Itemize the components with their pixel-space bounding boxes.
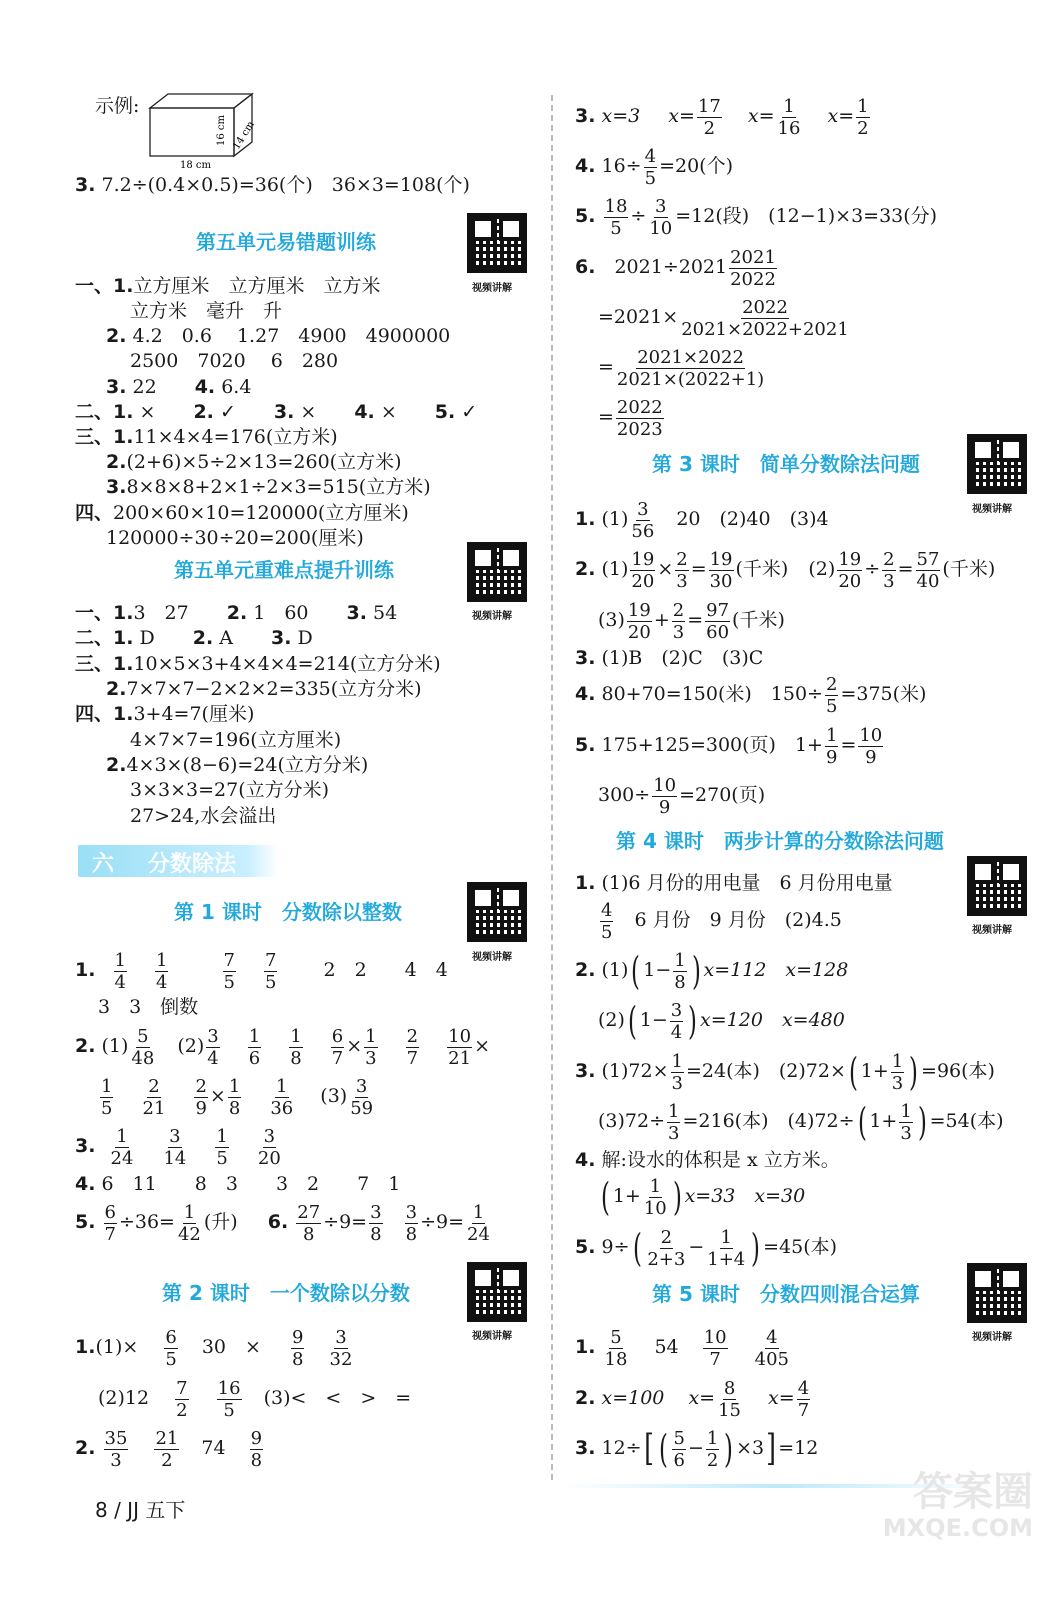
cuboid-height-label: 16 cm <box>216 115 227 146</box>
l5-q3: 3. 12÷[ ( $\frac{5}{6}$ − $\frac{1}{2}$ ) ×3] =12 <box>575 1427 819 1471</box>
l4-q2: 2. (1)( 1− $\frac{1}{8}$ ) x=112 x=128 <box>575 949 849 993</box>
s2-line1: 一、1.3 27 2. 1 60 3. 54 <box>75 602 398 624</box>
lesson1-q2: 2. (1) $\frac{5}{48}$ (2) $\frac{3}{4}$ $\frac{1}{6}$ $\frac{1}{8}$ $\frac{6}{7}$ × $\frac{1}{3}$ $\frac{2}{7}$ $\frac{10}{21}$ × <box>75 1025 490 1069</box>
qr-caption: 视频讲解 <box>972 925 1012 936</box>
qr-caption: 视频讲解 <box>972 504 1012 515</box>
qr-code[interactable] <box>467 1262 527 1322</box>
l3-q1: 1. (1) $\frac{3}{56}$ 20 (2)40 (3)4 <box>575 498 829 542</box>
lesson2-q2: 2. $\frac{35}{3}$ $\frac{21}{2}$ 74 $\frac{9}{8}$ <box>75 1427 263 1471</box>
s1-line11: 120000÷30÷20=200(厘米) <box>106 527 364 549</box>
s2-line4: 2.7×7×7−2×2×2=335(立方分米) <box>106 678 422 700</box>
qr-caption: 视频讲解 <box>472 283 512 294</box>
l5-q1: 1. $\frac{5}{18}$ 54 $\frac{10}{7}$ $\frac{4}{405}$ <box>575 1326 789 1370</box>
s2-line5: 四、1.3+4=7(厘米) <box>75 703 255 725</box>
s2-line8: 3×3×3=27(立方分米) <box>130 779 330 801</box>
r-answer-4: 4. 16÷ $\frac{4}{5}$ =20(个) <box>575 145 733 189</box>
l4-q4: 4. 解:设水的体积是 x 立方米。 <box>575 1149 840 1171</box>
s1-line1: 一、1.立方厘米 立方厘米 立方米 <box>75 275 381 297</box>
r-answer-6-step2: =2021× $\frac{2022}{2021\times 2022+2021}$ <box>598 296 849 340</box>
lesson1-q5-q6: 5. $\frac{6}{7}$ ÷36= $\frac{1}{42}$ (升) 6. $\frac{27}{8}$ ÷9= $\frac{3}{8}$ $\frac{3}{8}$ ÷9= $\frac{1}{24}$ <box>75 1201 490 1245</box>
s1-line4: 2500 7020 6 280 <box>130 350 339 372</box>
qr-code[interactable] <box>967 434 1027 494</box>
l3-q5: 5. 175+125=300(页) 1+ $\frac{1}{9}$ = $\frac{10}{9}$ <box>575 724 883 768</box>
s1-line6: 二、1. × 2. ✓ 3. × 4. × 5. ✓ <box>75 401 478 423</box>
l4-q2-row2: (2)( 1− $\frac{3}{4}$ ) x=120 x=480 <box>598 999 845 1043</box>
s2-line6: 4×7×7=196(立方厘米) <box>130 729 342 751</box>
qr-caption: 视频讲解 <box>472 1331 512 1342</box>
lesson2-q1: 1.(1)× $\frac{6}{5}$ 30 × $\frac{9}{8}$ $\frac{3}{32}$ <box>75 1326 353 1370</box>
qr-caption: 视频讲解 <box>472 952 512 963</box>
qr-code[interactable] <box>967 1263 1027 1323</box>
l3-q2: 2. (1) $\frac{19}{20}$ × $\frac{2}{3}$ = $\frac{19}{30}$ (千米) (2) $\frac{19}{20}$ ÷ $\frac{2}{3}$ = $\frac{57}{40}$ (千米) <box>575 548 996 592</box>
s2-line2: 二、1. D 2. A 3. D <box>75 627 313 649</box>
l3-q5-row2: 300÷ $\frac{10}{9}$ =270(页) <box>598 774 766 818</box>
s1-line10: 四、200×60×10=120000(立方厘米) <box>75 502 409 524</box>
s1-line7: 三、1.11×4×4=176(立方米) <box>75 426 338 448</box>
chapter-title: 分数除法 <box>148 852 237 877</box>
page-footer: 8 / JJ 五下 <box>95 1498 186 1522</box>
l4-q5: 5. 9÷( $\frac{2}{2+3}$ − $\frac{1}{1+4}$ ) =45(本) <box>575 1226 838 1270</box>
example-label: 示例: <box>95 95 140 117</box>
lesson2-title: 第 2 课时 一个数除以分数 <box>162 1281 410 1305</box>
lesson1-q2-row2: $\frac{1}{5}$ $\frac{2}{21}$ $\frac{2}{9}$ × $\frac{1}{8}$ $\frac{1}{36}$ (3) $\frac{3}{59}$ <box>101 1075 374 1119</box>
lesson1-q4: 4. 6 11 8 3 3 2 7 1 <box>75 1173 401 1195</box>
watermark: 答案圈 MXQE.COM <box>882 1469 1033 1542</box>
lesson3-title: 第 3 课时 简单分数除法问题 <box>652 452 920 476</box>
l3-q2-row2: (3) $\frac{19}{20}$ + $\frac{2}{3}$ = $\frac{97}{60}$ (千米) <box>598 599 785 643</box>
r-answer-5: 5. $\frac{18}{5}$ ÷ $\frac{3}{10}$ =12(段) (12−1)×3=33(分) <box>575 195 938 239</box>
qr-code[interactable] <box>467 213 527 273</box>
qr-caption: 视频讲解 <box>972 1332 1012 1343</box>
qr-code[interactable] <box>467 542 527 602</box>
lesson5-title: 第 5 课时 分数四则混合运算 <box>652 1282 920 1306</box>
s1-line2: 立方米 毫升 升 <box>130 300 283 322</box>
lesson1-q1-row2: 3 3 倒数 <box>98 996 199 1018</box>
l4-q3-row2: (3)72÷ $\frac{1}{3}$ =216(本) (4)72÷( 1+ $\frac{1}{3}$ ) =54(本) <box>598 1100 1004 1144</box>
r-answer-6: 6. 2021÷2021 $\frac{2021}{2022}$ <box>575 246 776 290</box>
lesson2-q1-row2: (2)12 $\frac{7}{2}$ $\frac{16}{5}$ (3)< < > = <box>98 1377 412 1421</box>
l4-q4-row2: ( 1+ $\frac{1}{10}$ ) x=33 x=30 <box>600 1175 806 1219</box>
lesson4-title: 第 4 课时 两步计算的分数除法问题 <box>616 829 944 853</box>
s1-line5: 3. 22 4. 6.4 <box>106 376 252 398</box>
s2-line9: 27>24,水会溢出 <box>130 805 277 827</box>
r-answer-6-step3: = $\frac{2021\times 2022}{2021\times(2022+1)}$ <box>598 346 765 390</box>
l5-q2: 2. x=100 x= $\frac{8}{15}$ x= $\frac{4}{7}$ <box>575 1377 810 1421</box>
section-title-errors: 第五单元易错题训练 <box>196 230 376 254</box>
s1-line8: 2.(2+6)×5÷2×13=260(立方米) <box>106 451 402 473</box>
lesson1-title: 第 1 课时 分数除以整数 <box>174 900 402 924</box>
qr-code[interactable] <box>967 856 1027 916</box>
cuboid-length-label: 18 cm <box>180 160 211 171</box>
chapter-banner <box>78 845 278 877</box>
s1-line3: 2. 4.2 0.6 1.27 4900 4900000 <box>106 325 451 347</box>
r-answer-6-step4: = $\frac{2022}{2023}$ <box>598 396 663 440</box>
l4-q3: 3. (1)72× $\frac{1}{3}$ =24(本) (2)72×( 1+ $\frac{1}{3}$ ) =96(本) <box>575 1050 995 1094</box>
column-divider <box>551 95 553 1480</box>
s2-line3: 三、1.10×5×3+4×4×4=214(立方分米) <box>75 653 441 675</box>
cuboid-diagram <box>142 90 267 172</box>
lesson1-q1: 1. $\frac{1}{4}$ $\frac{1}{4}$ $\frac{7}{5}$ $\frac{7}{5}$ 2 2 4 4 <box>75 949 448 993</box>
l4-q1: 1. (1)6 月份的用电量 6 月份用电量 <box>575 872 893 894</box>
r-answer-3: 3. x=3 x= $\frac{17}{2}$ x= $\frac{1}{16}$ x= $\frac{1}{2}$ <box>575 95 869 139</box>
l4-q1-row2: $\frac{4}{5}$ 6 月份 9 月份 (2)4.5 <box>601 899 842 943</box>
chapter-number: 六 <box>92 852 115 877</box>
section-title-advanced: 第五单元重难点提升训练 <box>174 558 394 582</box>
l3-q4: 4. 80+70=150(米) 150÷ $\frac{2}{5}$ =375(米) <box>575 673 927 717</box>
l3-q3: 3. (1)B (2)C (3)C <box>575 647 764 669</box>
s2-line7: 2.4×3×(8−6)=24(立方分米) <box>106 754 369 776</box>
lesson1-q3: 3. $\frac{1}{24}$ $\frac{3}{14}$ $\frac{1}{5}$ $\frac{3}{20}$ <box>75 1125 281 1169</box>
qr-caption: 视频讲解 <box>472 611 512 622</box>
qr-code[interactable] <box>467 882 527 942</box>
answer-3: 3. 7.2÷(0.4×0.5)=36(个) 36×3=108(个) <box>75 174 470 196</box>
cuboid-width-label: 14 cm <box>231 119 257 152</box>
s1-line9: 3.8×8×8+2×1÷2×3=515(立方米) <box>106 476 431 498</box>
